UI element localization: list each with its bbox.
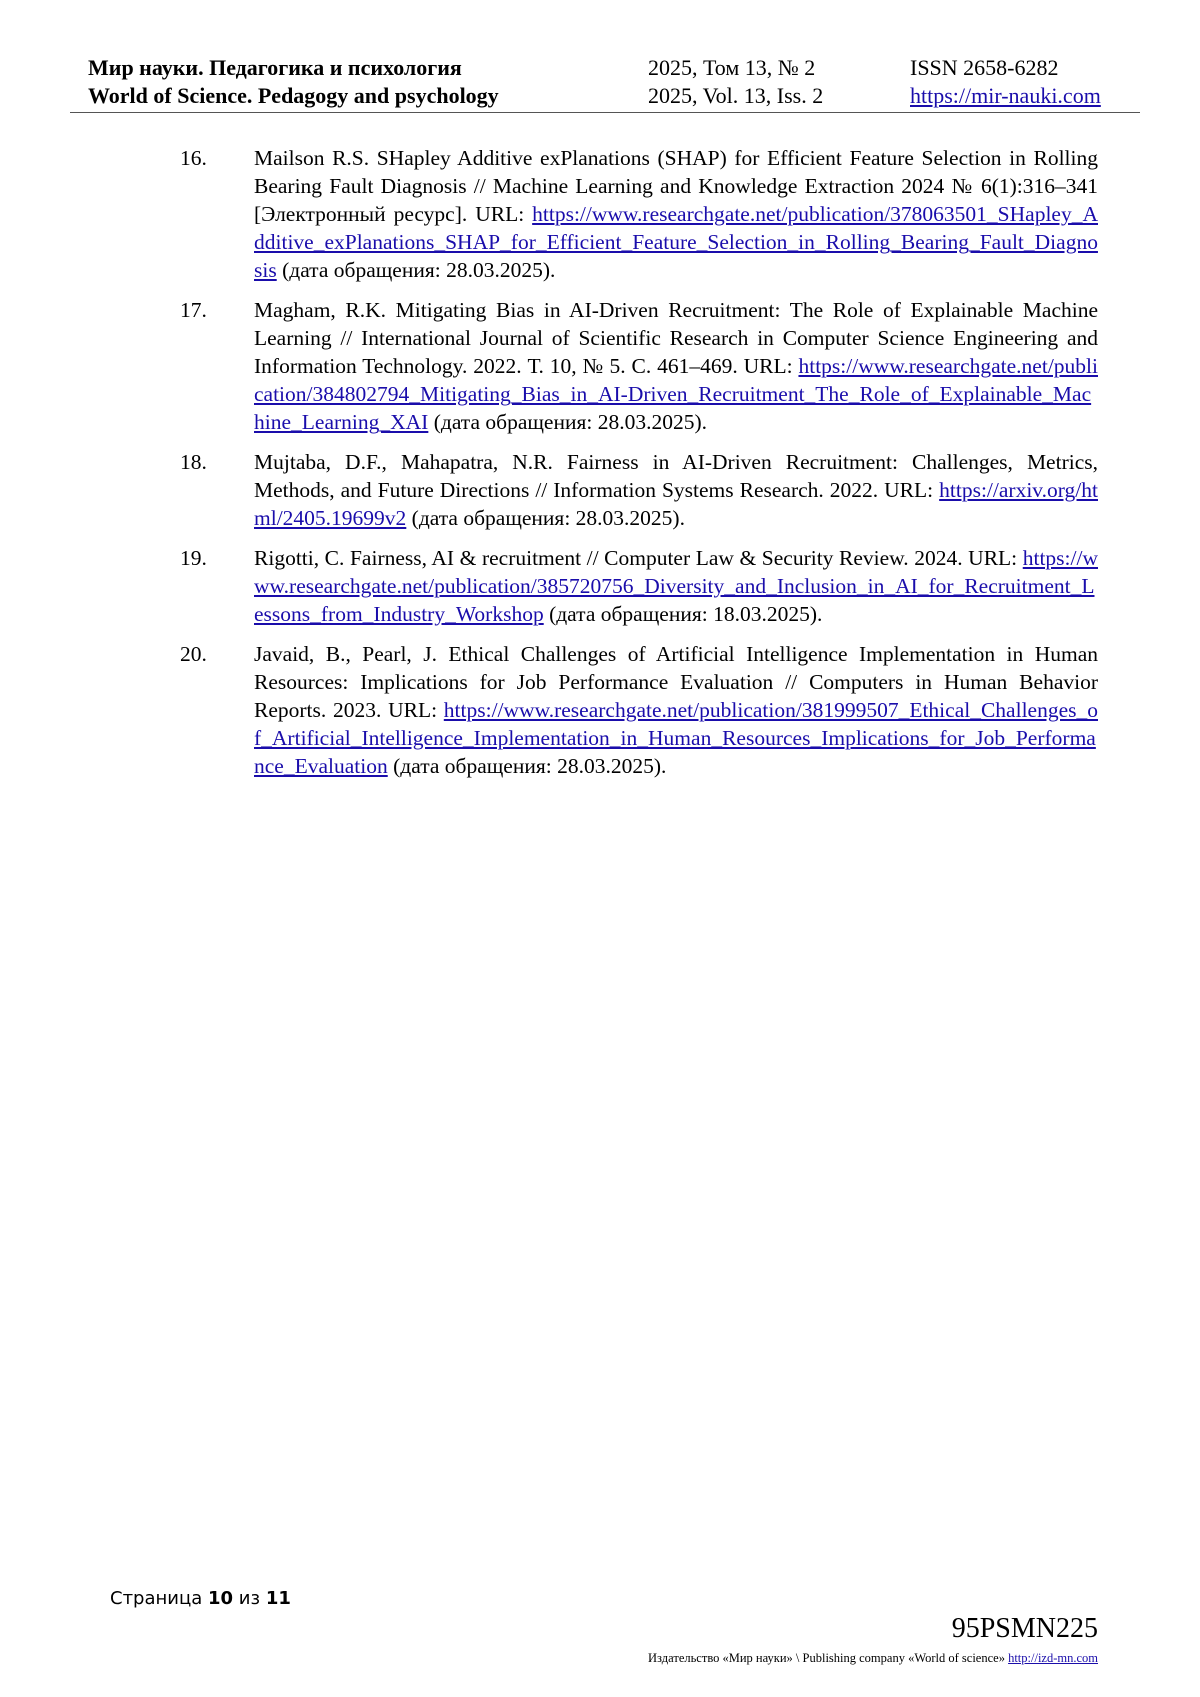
reference-link[interactable]: https://www.researchgate.net/publication/384802794_Mitigating_Bias_in_AI-Driven_Recruitment_The_Role_of_Explainable_Machine_Learning_XAI	[254, 354, 1098, 434]
article-code: 95PSMN225	[951, 1613, 1098, 1644]
reference-link[interactable]: https://www.researchgate.net/publication/381999507_Ethical_Challenges_of_Artificial_Intelligence_Implementation_in_Human_Resources_Implications_for_Job_Performance_Evaluation	[254, 698, 1098, 778]
reference-link[interactable]: https://arxiv.org/html/2405.19699v2	[254, 478, 1098, 530]
page-header	[70, 52, 1140, 113]
reference-text: Mailson R.S. SHapley Additive exPlanations (SHAP) for Efficient Feature Selection in Rolling Bearing Fault Diagnosis // Machine Learning and Knowledge Extraction 2024 № 6(1):316–341 [Электронный ресурс]. URL:	[254, 146, 1098, 226]
reference-item	[180, 448, 1098, 532]
issn-info	[910, 54, 1101, 110]
reference-item	[180, 144, 1098, 284]
reference-link[interactable]: https://www.researchgate.net/publication/378063501_SHapley_Additive_exPlanations_SHAP_for_Efficient_Feature_Selection_in_Rolling_Bearing_Fault_Diagnosis	[254, 202, 1098, 282]
reference-text: Magham, R.K. Mitigating Bias in AI-Driven Recruitment: The Role of Explainable Machine Learning // International Journal of Scientific Research in Computer Science Engineering and Information Technology. 2022. Т. 10, № 5. С. 461–469. URL:	[254, 298, 1098, 378]
reference-item	[180, 640, 1098, 780]
reference-text: Mujtaba, D.F., Mahapatra, N.R. Fairness in AI-Driven Recruitment: Challenges, Metrics, Methods, and Future Directions // Information Systems Research. 2022. URL:	[254, 450, 1098, 502]
page-word: Страница	[110, 1588, 203, 1609]
reference-number: 17.	[180, 298, 207, 322]
journal-title	[88, 54, 499, 110]
issue-info	[648, 54, 823, 110]
reference-item	[180, 296, 1098, 436]
publisher-text: Издательство «Мир науки» \ Publishing company «World of science»	[648, 1651, 1005, 1665]
reference-link[interactable]: https://www.researchgate.net/publication/385720756_Diversity_and_Inclusion_in_AI_for_Recruitment_Lessons_from_Industry_Workshop	[254, 546, 1098, 626]
reference-number: 18.	[180, 450, 207, 474]
reference-number: 20.	[180, 642, 207, 666]
issn: ISSN 2658-6282	[910, 55, 1059, 80]
reference-list	[180, 144, 1098, 792]
reference-text: Javaid, B., Pearl, J. Ethical Challenges of Artificial Intelligence Implementation in Human Resources: Implications for Job Performance Evaluation // Computers in Human Behavior Reports. 2023. URL:	[254, 642, 1098, 722]
reference-access-date: (дата обращения: 28.03.2025).	[428, 410, 707, 434]
journal-title-ru: Мир науки. Педагогика и психология	[88, 55, 462, 80]
page-total: 11	[265, 1588, 291, 1609]
issue-en: 2025, Vol. 13, Iss. 2	[648, 83, 824, 108]
journal-title-en: World of Science. Pedagogy and psychology	[88, 83, 499, 108]
reference-access-date: (дата обращения: 28.03.2025).	[387, 754, 667, 778]
reference-number: 16.	[180, 146, 207, 170]
publisher-link[interactable]: http://izd-mn.com	[1008, 1651, 1098, 1665]
page-of: из	[238, 1588, 261, 1609]
reference-number: 19.	[180, 546, 207, 570]
publisher-line	[648, 1651, 1098, 1666]
reference-text: Rigotti, C. Fairness, AI & recruitment // Computer Law & Security Review. 2024. URL:	[254, 546, 1023, 570]
page-counter	[110, 1588, 291, 1609]
reference-item	[180, 544, 1098, 628]
reference-access-date: (дата обращения: 28.03.2025).	[406, 506, 685, 530]
reference-access-date: (дата обращения: 28.03.2025).	[276, 258, 556, 282]
reference-access-date: (дата обращения: 18.03.2025).	[543, 602, 823, 626]
page-current: 10	[208, 1588, 234, 1609]
issue-ru: 2025, Том 13, № 2	[648, 55, 816, 80]
journal-site-link[interactable]: https://mir-nauki.com	[910, 83, 1101, 108]
